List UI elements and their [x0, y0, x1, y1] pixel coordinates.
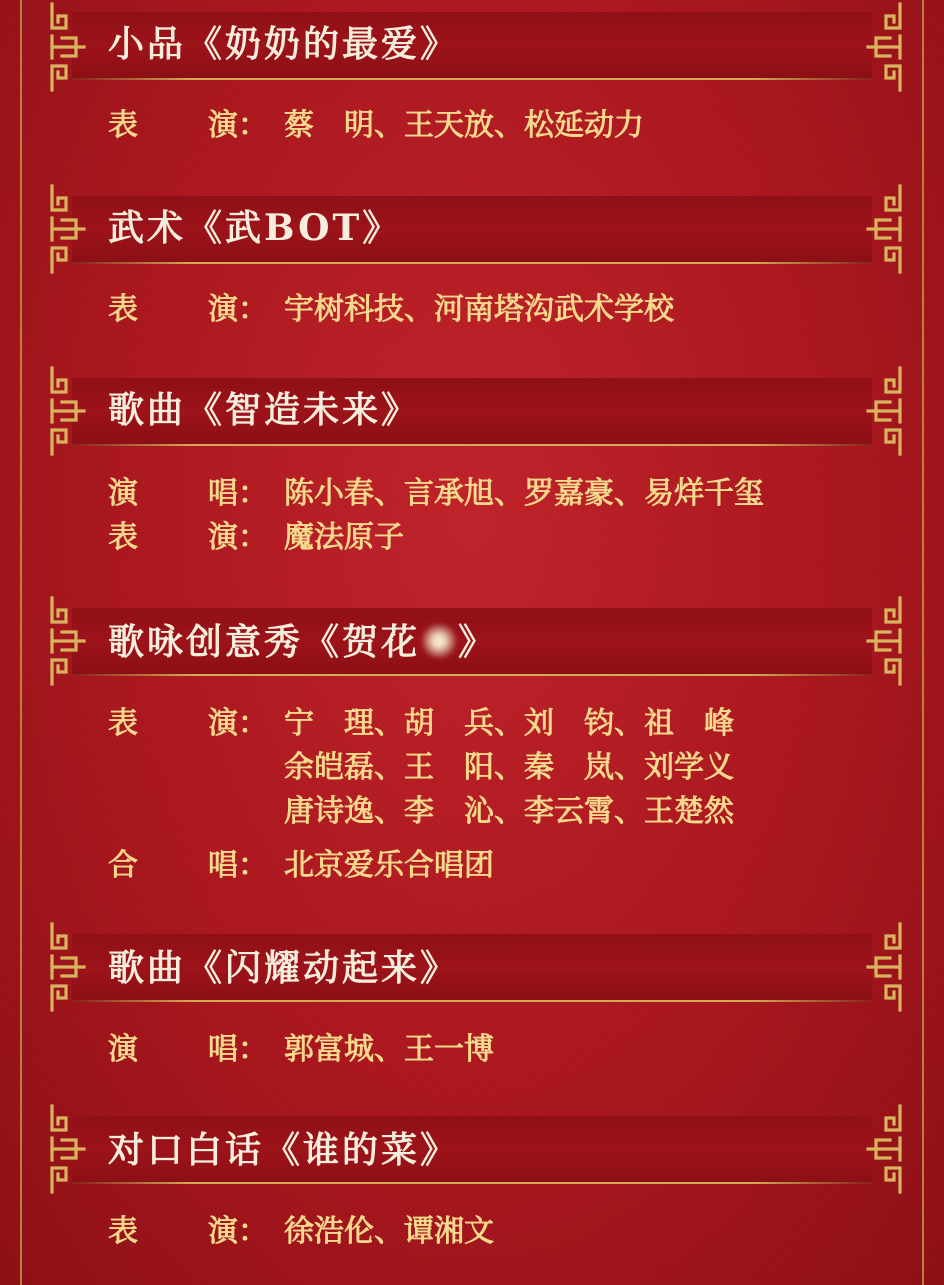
credit-line — [108, 846, 494, 886]
program-title: 小品《奶奶的最爱》 — [108, 23, 460, 65]
credit-role: 表 演： — [108, 1214, 268, 1249]
fret-ornament-right-icon — [864, 1104, 904, 1194]
fret-ornament-right-icon — [864, 366, 904, 456]
credit-names: 宇树科技、河南塔沟武术学校 — [284, 292, 674, 327]
left-border-line — [20, 0, 22, 1285]
credit-line — [108, 704, 734, 744]
program-title-end: 》 — [458, 621, 498, 663]
fret-ornament-right-icon — [864, 596, 904, 686]
credit-role: 表 演： — [108, 108, 268, 143]
credit-line — [108, 1212, 494, 1252]
credit-role: 合 唱： — [108, 848, 268, 883]
program-title — [108, 618, 497, 666]
title-rule — [72, 262, 872, 264]
program-title: 对口白话《谁的菜》 — [108, 1129, 460, 1171]
credit-names: 余皑磊、王 阳、秦 岚、刘学义 — [284, 750, 734, 785]
credit-line-continued — [284, 748, 734, 788]
fret-ornament-left-icon — [48, 922, 88, 1012]
fret-ornament-right-icon — [864, 922, 904, 1012]
fret-ornament-right-icon — [864, 184, 904, 274]
credit-role: 表 演： — [108, 706, 268, 741]
title-rule — [72, 1000, 872, 1002]
fret-ornament-left-icon — [48, 184, 88, 274]
title-rule — [72, 1182, 872, 1184]
title-rule — [72, 674, 872, 676]
credit-line — [108, 474, 764, 514]
credit-role: 演 唱： — [108, 1032, 268, 1067]
credit-names: 郭富城、王一博 — [284, 1032, 494, 1067]
credit-names: 北京爱乐合唱团 — [284, 848, 494, 883]
program-title: 歌曲《智造未来》 — [108, 389, 421, 431]
credit-line — [108, 518, 404, 558]
credit-names: 陈小春、言承旭、罗嘉豪、易烊千玺 — [284, 476, 764, 511]
credit-line — [108, 1030, 494, 1070]
fret-ornament-left-icon — [48, 366, 88, 456]
fret-ornament-right-icon — [864, 2, 904, 92]
credit-names: 魔法原子 — [284, 520, 404, 555]
title-rule — [72, 444, 872, 446]
right-border-line — [922, 0, 924, 1285]
fret-ornament-left-icon — [48, 1104, 88, 1194]
credit-line — [108, 290, 674, 330]
credit-names: 徐浩伦、谭湘文 — [284, 1214, 494, 1249]
fret-ornament-left-icon — [48, 596, 88, 686]
fret-ornament-left-icon — [48, 2, 88, 92]
credit-line-continued — [284, 792, 734, 832]
program-title: 歌曲《闪耀动起来》 — [108, 947, 460, 989]
credit-role: 演 唱： — [108, 476, 268, 511]
credit-names: 蔡 明、王天放、松延动力 — [284, 108, 644, 143]
credit-role: 表 演： — [108, 292, 268, 327]
blurred-glyph — [420, 624, 458, 658]
credit-role: 表 演： — [108, 520, 268, 555]
program-title-text: 歌咏创意秀《贺花 — [108, 621, 421, 663]
credit-names: 唐诗逸、李 沁、李云霄、王楚然 — [284, 794, 734, 829]
title-rule — [72, 78, 872, 80]
credit-line — [108, 106, 644, 146]
credit-names: 宁 理、胡 兵、刘 钧、祖 峰 — [284, 706, 734, 741]
program-title: 武术《武BOT》 — [108, 207, 402, 249]
